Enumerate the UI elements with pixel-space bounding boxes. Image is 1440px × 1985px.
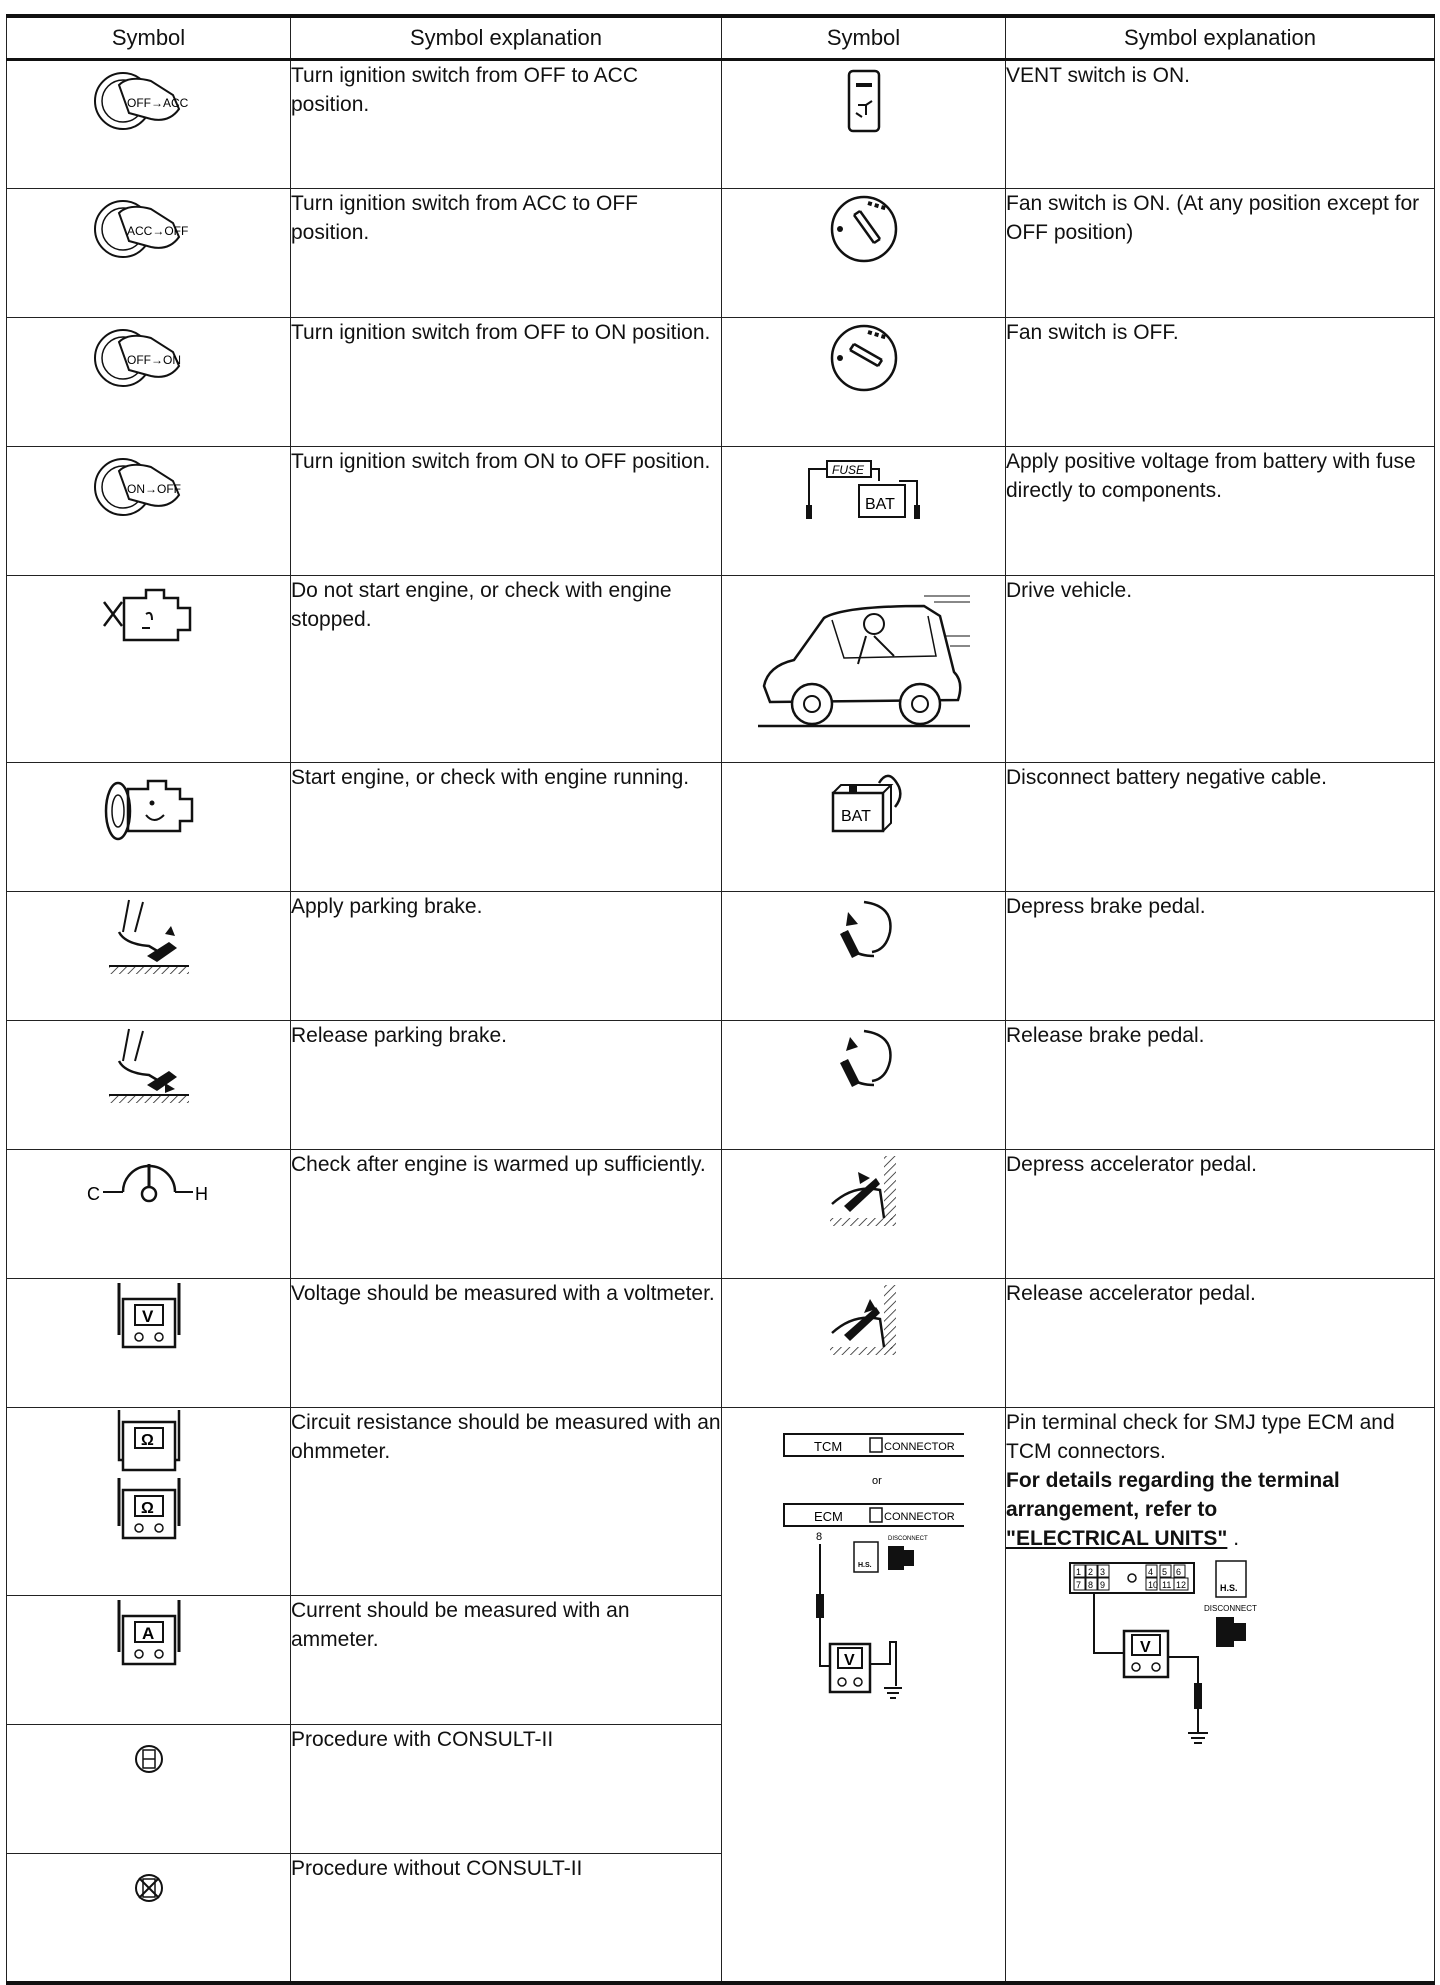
icon-text: ON→OFF xyxy=(126,482,181,496)
symbol-cell xyxy=(7,1596,291,1725)
fan-switch-on-icon xyxy=(824,189,904,269)
table-row xyxy=(7,763,1435,892)
ignition-on-off-icon xyxy=(89,447,209,527)
pin-number: 8 xyxy=(815,1531,822,1543)
table-row xyxy=(7,447,1435,576)
explanation-cell: Release brake pedal. xyxy=(1006,1021,1435,1150)
vent-switch-icon xyxy=(834,61,894,141)
explanation-cell: Current should be measured with an ammeter. xyxy=(291,1596,722,1725)
table-row xyxy=(7,892,1435,1021)
explanation-cell: Turn ignition switch from OFF to ACC position. xyxy=(291,60,722,189)
release-parking-brake-icon xyxy=(99,1021,199,1111)
hs-label: H.S. xyxy=(857,1562,872,1569)
link-suffix: . xyxy=(1227,1527,1240,1550)
terminal-pin-number: 5 xyxy=(1162,1567,1168,1577)
voltmeter-icon xyxy=(109,1279,189,1359)
icon-text: OFF→ACC xyxy=(126,96,188,110)
engine-stopped-icon xyxy=(94,576,204,656)
symbol-cell xyxy=(7,1408,291,1596)
explanation-cell: Drive vehicle. xyxy=(1006,576,1435,763)
ignition-off-on-icon xyxy=(89,318,209,398)
ignition-acc-off-icon xyxy=(89,189,209,269)
explanation-cell: Turn ignition switch from OFF to ON position. xyxy=(291,318,722,447)
terminal-pin-number: 10 xyxy=(1148,1580,1159,1590)
depress-brake-pedal-icon xyxy=(824,892,904,972)
meter-label: A xyxy=(141,1624,154,1643)
table-row xyxy=(7,576,1435,763)
hs-label: H.S. xyxy=(1220,1583,1238,1593)
fuse-label: FUSE xyxy=(831,463,864,477)
symbol-cell xyxy=(722,189,1006,318)
symbol-cell xyxy=(7,1279,291,1408)
with-consult-icon xyxy=(129,1739,169,1779)
explanation-cell: Start engine, or check with engine running. xyxy=(291,763,722,892)
symbol-cell xyxy=(722,447,1006,576)
apply-parking-brake-icon xyxy=(99,892,199,982)
symbol-cell xyxy=(7,892,291,1021)
ecm-label: ECM xyxy=(813,1509,843,1524)
connector-label: CONNECTOR xyxy=(883,1511,955,1523)
battery-disconnect-icon xyxy=(819,763,909,843)
disconnect-label: DISCONNECT xyxy=(887,1536,928,1542)
engine-running-icon xyxy=(94,763,204,853)
electrical-units-link[interactable]: "ELECTRICAL UNITS" xyxy=(1006,1527,1228,1550)
release-accelerator-icon xyxy=(824,1279,904,1359)
meter-label: Ω xyxy=(140,1432,154,1449)
explanation-cell: Do not start engine, or check with engine stopped. xyxy=(291,576,722,763)
terminal-pin-number: 1 xyxy=(1076,1567,1082,1577)
drive-vehicle-icon xyxy=(754,576,974,746)
symbol-cell xyxy=(7,576,291,763)
bat-label: BAT xyxy=(864,496,895,513)
terminal-pin-number: 8 xyxy=(1088,1580,1094,1590)
ammeter-icon xyxy=(109,1596,189,1676)
explanation-cell: Fan switch is OFF. xyxy=(1006,318,1435,447)
table-row xyxy=(7,189,1435,318)
symbol-cell xyxy=(722,318,1006,447)
explanation-cell: Voltage should be measured with a voltmeter. xyxy=(291,1279,722,1408)
release-brake-pedal-icon xyxy=(824,1021,904,1101)
table-row xyxy=(7,1150,1435,1279)
terminal-pin-number: 4 xyxy=(1148,1567,1154,1577)
temperature-gauge-icon xyxy=(79,1150,219,1220)
explanation-cell: Fan switch is ON. (At any position except for OFF position) xyxy=(1006,189,1435,318)
ecm-tcm-pin-check-icon xyxy=(764,1426,964,1766)
or-label: or xyxy=(871,1475,882,1487)
terminal-pin-number: 9 xyxy=(1100,1580,1106,1590)
explanation-cell: Depress brake pedal. xyxy=(1006,892,1435,1021)
meter-label: V xyxy=(1140,1639,1151,1656)
header-row xyxy=(7,16,1435,60)
terminal-arrangement-icon xyxy=(1066,1557,1296,1757)
symbol-cell xyxy=(722,1279,1006,1408)
meter-label: V xyxy=(141,1307,153,1326)
symbol-cell xyxy=(722,892,1006,1021)
terminal-connector xyxy=(1070,1563,1194,1593)
gauge-c-label: C xyxy=(86,1184,100,1204)
explanation-cell: Release parking brake. xyxy=(291,1021,722,1150)
symbol-cell xyxy=(722,576,1006,763)
bat-label: BAT xyxy=(840,808,871,825)
terminal-pin-number: 12 xyxy=(1176,1580,1187,1590)
icon-text: ACC→OFF xyxy=(126,224,188,238)
depress-accelerator-icon xyxy=(824,1150,904,1230)
header-symbol-left: Symbol xyxy=(7,16,291,60)
ohmmeter-icon xyxy=(109,1408,189,1558)
table-row xyxy=(7,318,1435,447)
pin-check-text: Pin terminal check for SMJ type ECM and TCM connectors. xyxy=(1006,1411,1395,1463)
terminal-pin-number: 7 xyxy=(1076,1580,1082,1590)
battery-fuse-icon xyxy=(799,447,929,527)
explanation-cell: Check after engine is warmed up sufficiently. xyxy=(291,1150,722,1279)
symbol-cell xyxy=(7,1854,291,1983)
terminal-pin-number: 2 xyxy=(1088,1567,1094,1577)
terminal-pin-number: 6 xyxy=(1176,1567,1182,1577)
symbol-cell xyxy=(722,60,1006,189)
pin-check-explanation xyxy=(1006,1408,1435,1983)
symbols-table xyxy=(6,14,1435,1985)
table-row xyxy=(7,1279,1435,1408)
explanation-cell: Apply positive voltage from battery with fuse directly to components. xyxy=(1006,447,1435,576)
ignition-off-acc-icon xyxy=(89,61,209,141)
explanation-cell: Release accelerator pedal. xyxy=(1006,1279,1435,1408)
symbol-cell xyxy=(7,763,291,892)
without-consult-icon xyxy=(129,1868,169,1908)
table-row xyxy=(7,1408,1435,1596)
explanation-cell: VENT switch is ON. xyxy=(1006,60,1435,189)
symbol-cell xyxy=(7,189,291,318)
symbol-cell xyxy=(7,1725,291,1854)
symbol-cell xyxy=(722,763,1006,892)
explanation-cell: Procedure with CONSULT-II xyxy=(291,1725,722,1854)
explanation-cell: Turn ignition switch from ON to OFF position. xyxy=(291,447,722,576)
meter-label: V xyxy=(843,1652,855,1669)
explanation-cell: Procedure without CONSULT-II xyxy=(291,1854,722,1983)
explanation-cell: Disconnect battery negative cable. xyxy=(1006,763,1435,892)
symbol-cell xyxy=(722,1150,1006,1279)
table-row xyxy=(7,1021,1435,1150)
fan-switch-off-icon xyxy=(824,318,904,398)
terminal-pin-number: 11 xyxy=(1162,1580,1172,1590)
explanation-cell: Turn ignition switch from ACC to OFF position. xyxy=(291,189,722,318)
header-symbol-right: Symbol xyxy=(722,16,1006,60)
gauge-h-label: H xyxy=(194,1184,208,1204)
symbol-cell xyxy=(722,1021,1006,1150)
table-row xyxy=(7,60,1435,189)
icon-text: OFF→ON xyxy=(126,353,181,367)
symbol-cell xyxy=(7,1150,291,1279)
symbol-cell xyxy=(7,60,291,189)
explanation-cell: Circuit resistance should be measured with an ohmmeter. xyxy=(291,1408,722,1596)
explanation-cell: Apply parking brake. xyxy=(291,892,722,1021)
symbol-cell xyxy=(722,1408,1006,1983)
terminal-pin-number: 3 xyxy=(1100,1567,1106,1577)
symbol-cell xyxy=(7,318,291,447)
header-explanation-left: Symbol explanation xyxy=(291,16,722,60)
explanation-cell: Depress accelerator pedal. xyxy=(1006,1150,1435,1279)
pin-check-bold-text: For details regarding the terminal arrangement, refer to xyxy=(1006,1469,1340,1521)
header-explanation-right: Symbol explanation xyxy=(1006,16,1435,60)
connector-label: CONNECTOR xyxy=(883,1441,955,1453)
disconnect-label: DISCONNECT xyxy=(1204,1604,1257,1613)
tcm-label: TCM xyxy=(813,1439,842,1454)
meter-label: Ω xyxy=(140,1500,154,1517)
symbol-cell xyxy=(7,1021,291,1150)
symbol-cell xyxy=(7,447,291,576)
